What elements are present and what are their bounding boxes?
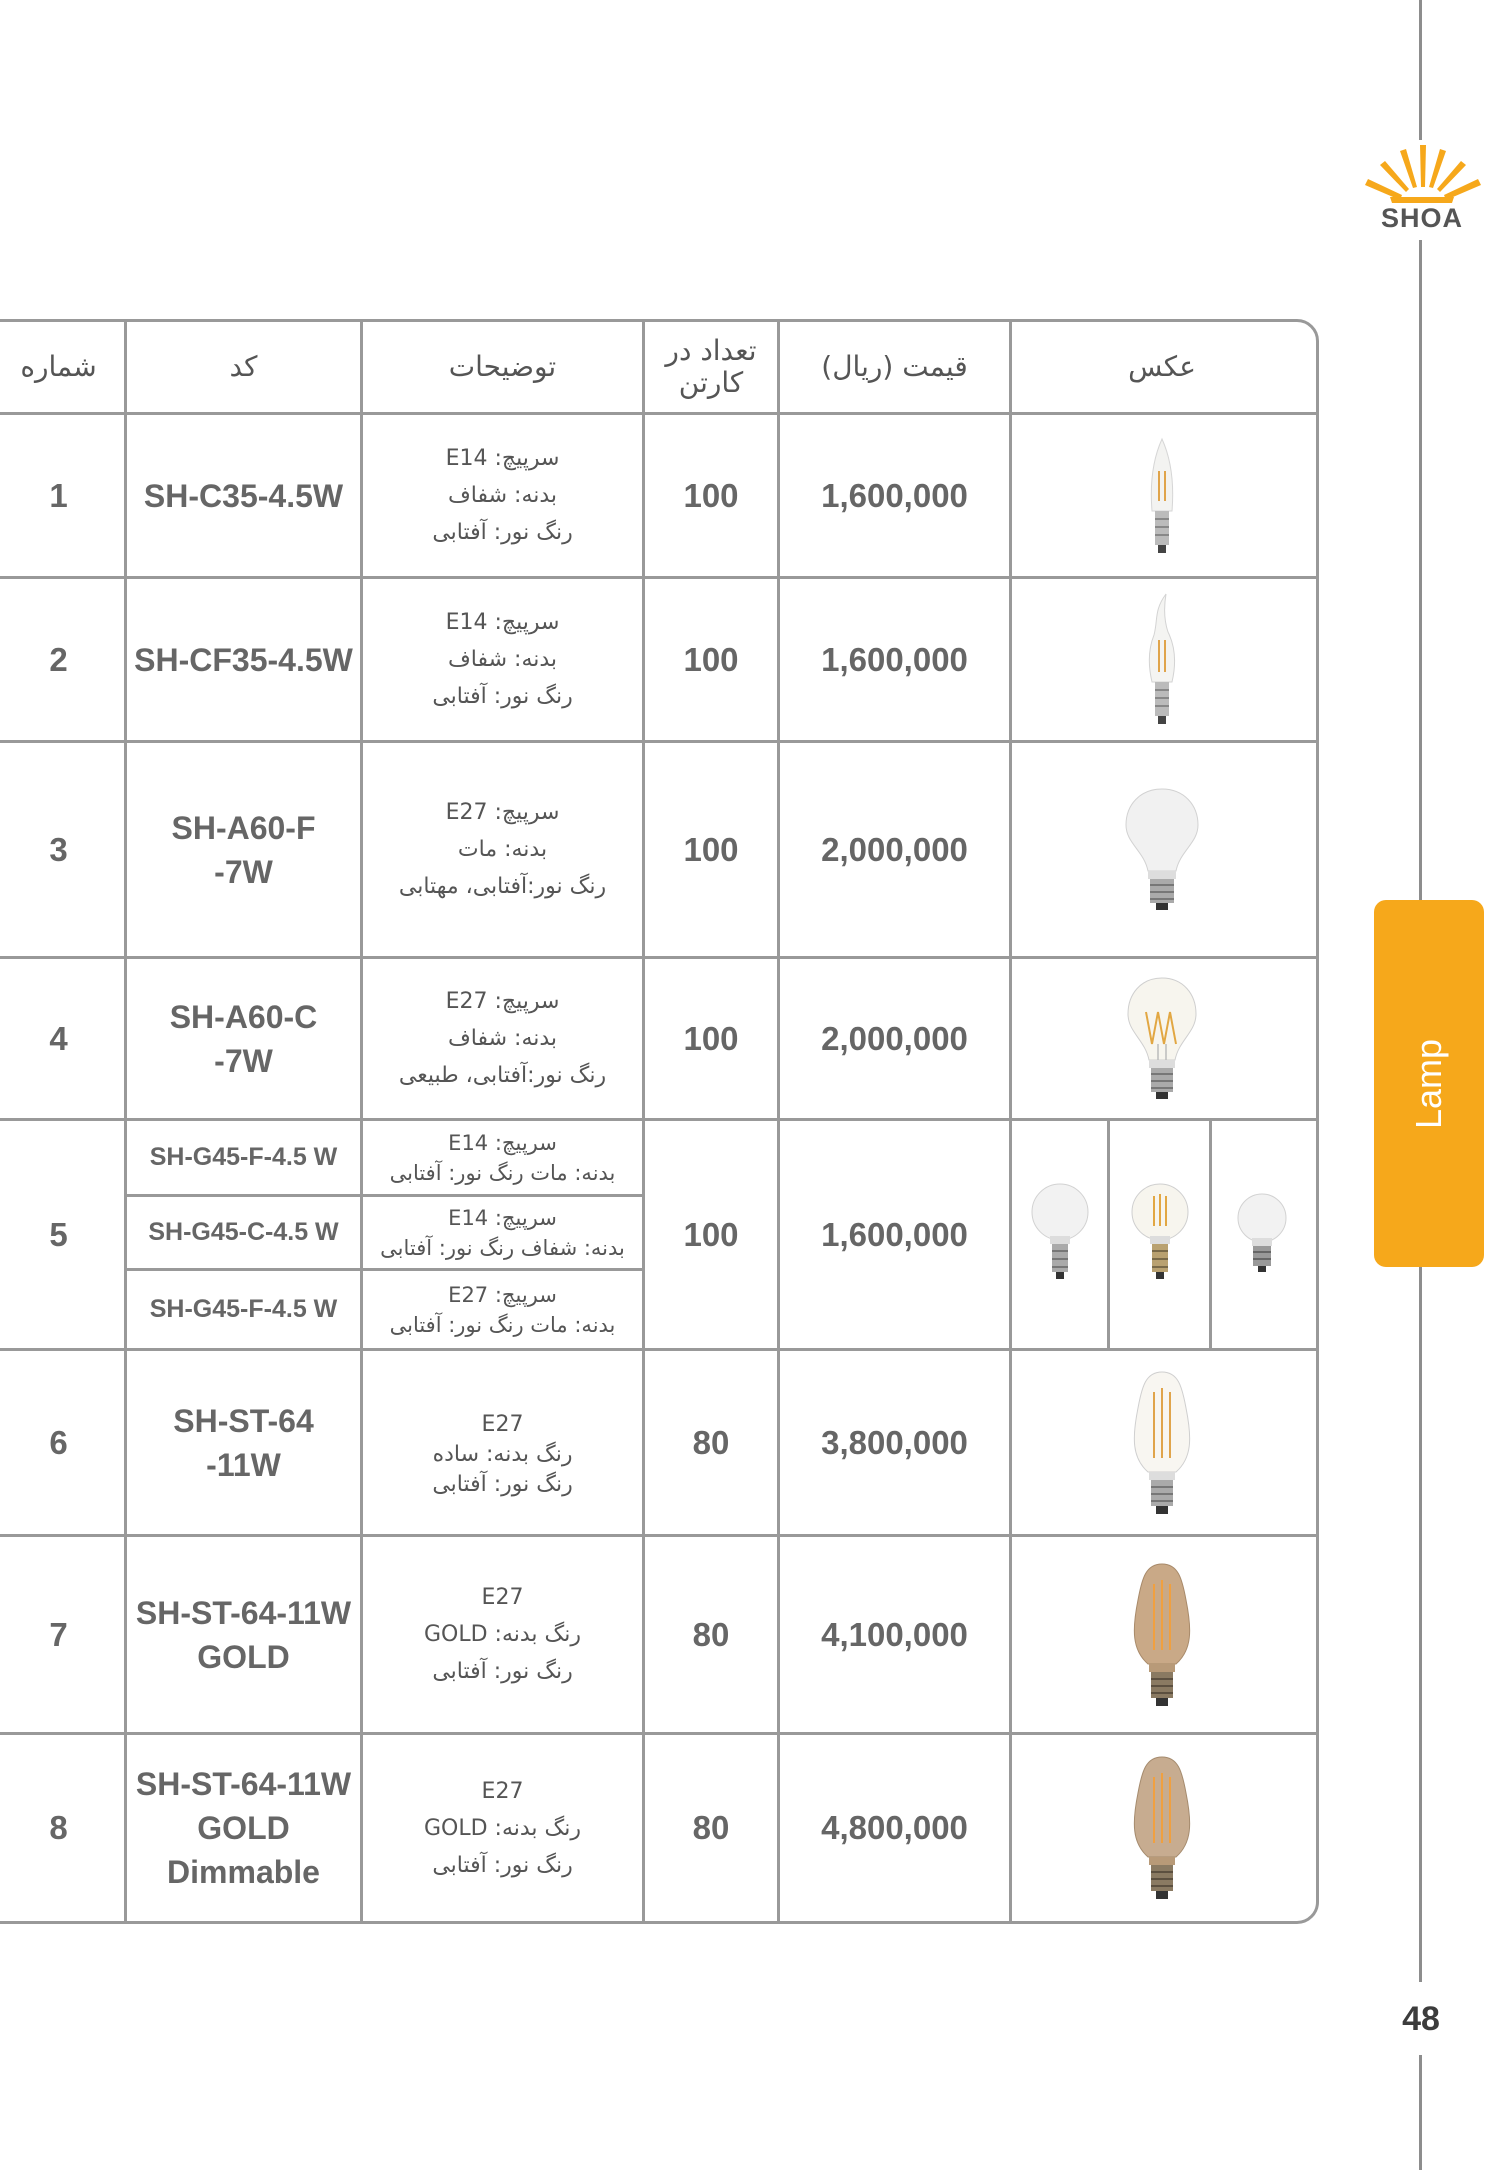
row-3-price: 2,000,000	[821, 830, 968, 868]
price-table	[0, 319, 1319, 1924]
row-5-price: 1,600,000	[821, 1215, 968, 1253]
row-8-number: 8	[49, 1809, 68, 1846]
row-6-qty: 80	[692, 1423, 730, 1461]
row-5-code-3: SH-G45-F-4.5 W	[149, 1295, 338, 1323]
row-3-qty: 100	[683, 830, 739, 868]
row-4-photo	[1012, 959, 1312, 1118]
clear-globe-bulb-icon	[1128, 1180, 1192, 1290]
row-7-photo	[1012, 1537, 1312, 1732]
side-rule-top	[1419, 0, 1422, 140]
header-carton-qty: تعداد در کارتن	[665, 334, 757, 399]
row-5-number: 5	[49, 1215, 68, 1253]
row-6-number: 6	[49, 1423, 68, 1461]
row-3-description: سرپیچ: E27 بدنه: مات رنگ نور:آفتابی، مهتابی	[398, 800, 607, 899]
row-6-code: SH-ST-64 -11W	[173, 1402, 314, 1483]
row-6-description: E27 رنگ بدنه: ساده رنگ نور: آفتابی	[432, 1411, 573, 1497]
row-2-number: 2	[49, 640, 68, 678]
row-4-description: سرپیچ: E27 بدنه: شفاف رنگ نور:آفتابی، طبیعی	[398, 989, 607, 1088]
row-1-photo	[1012, 415, 1312, 576]
row-8-price: 4,800,000	[821, 1809, 968, 1846]
row-5-code-2: SH-G45-C-4.5 W	[148, 1218, 339, 1246]
frosted-a60-bulb-icon	[1122, 785, 1202, 915]
st64-clear-bulb-icon	[1124, 1368, 1200, 1518]
section-tab	[1374, 900, 1484, 1267]
page-number: 48	[1402, 2000, 1440, 2038]
st64-gold-dimmable-bulb-icon	[1124, 1753, 1200, 1903]
candle-bulb-icon	[1142, 431, 1182, 561]
row-5-description-3: سرپیچ: E27 بدنه: مات رنگ نور: آفتابی	[389, 1282, 616, 1337]
side-rule-bottom	[1419, 2055, 1422, 2170]
frosted-globe-bulb-icon	[1028, 1180, 1092, 1290]
side-rule-lower	[1419, 1267, 1422, 1982]
header-code: کد	[229, 350, 258, 383]
header-number: شماره	[20, 350, 97, 383]
row-7-number: 7	[49, 1615, 68, 1653]
row-8-qty: 80	[692, 1809, 730, 1846]
row-7-description: E27 رنگ بدنه: GOLD رنگ نور: آفتابی	[424, 1585, 581, 1684]
brand-name: SHOA	[1380, 203, 1463, 233]
side-rule-middle	[1419, 240, 1422, 900]
row-3-photo	[1012, 743, 1312, 956]
flame-tip-bulb-icon	[1140, 590, 1184, 730]
row-8-description: E27 رنگ بدنه: GOLD رنگ نور: آفتابی	[424, 1778, 581, 1878]
row-7-price: 4,100,000	[821, 1615, 968, 1653]
row-2-qty: 100	[683, 640, 739, 678]
row-7-code: SH-ST-64-11W GOLD	[135, 1594, 352, 1675]
row-2-photo	[1012, 579, 1312, 740]
row-1-code: SH-C35-4.5W	[143, 477, 344, 514]
shoa-logo	[1362, 145, 1482, 235]
row-5-photo-2	[1110, 1121, 1209, 1348]
row-3-number: 3	[49, 830, 68, 868]
row-5-photo-3	[1212, 1121, 1312, 1348]
frosted-globe-small-bulb-icon	[1232, 1190, 1292, 1280]
row-5-qty: 100	[683, 1215, 739, 1253]
row-7-qty: 80	[692, 1615, 730, 1653]
row-1-price: 1,600,000	[821, 476, 968, 514]
row-8-code: SH-ST-64-11W GOLD Dimmable	[135, 1766, 352, 1890]
header-price: قیمت (ریال)	[821, 350, 968, 383]
section-tab-label: Lamp	[1408, 1038, 1449, 1129]
row-4-number: 4	[49, 1019, 68, 1057]
row-1-number: 1	[49, 476, 68, 514]
row-3-code: SH-A60-F -7W	[171, 809, 316, 890]
row-1-description: سرپیچ: E14 بدنه: شفاف رنگ نور: آفتابی	[432, 446, 573, 545]
row-4-code: SH-A60-C -7W	[169, 998, 318, 1079]
row-8-photo	[1012, 1735, 1312, 1921]
header-description: توضیحات	[448, 350, 557, 383]
row-2-code: SH-CF35-4.5W	[134, 641, 353, 678]
row-5-photo-1	[1012, 1121, 1107, 1348]
row-4-qty: 100	[683, 1019, 739, 1057]
row-5-code-1: SH-G45-F-4.5 W	[149, 1143, 338, 1171]
header-photo: عکس	[1128, 350, 1196, 383]
clear-a60-bulb-icon	[1124, 974, 1200, 1104]
sun-rays-icon	[1362, 145, 1482, 205]
row-1-qty: 100	[683, 476, 739, 514]
row-2-price: 1,600,000	[821, 640, 968, 678]
row-4-price: 2,000,000	[821, 1019, 968, 1057]
row-5-description-1: سرپیچ: E14 بدنه: مات رنگ نور: آفتابی	[389, 1130, 616, 1185]
row-2-description: سرپیچ: E14 بدنه: شفاف رنگ نور: آفتابی	[432, 610, 573, 709]
st64-gold-bulb-icon	[1124, 1560, 1200, 1710]
row-6-price: 3,800,000	[821, 1423, 968, 1461]
row-6-photo	[1012, 1351, 1312, 1534]
row-5-description-2: سرپیچ: E14 بدنه: شفاف رنگ نور: آفتابی	[380, 1205, 625, 1260]
